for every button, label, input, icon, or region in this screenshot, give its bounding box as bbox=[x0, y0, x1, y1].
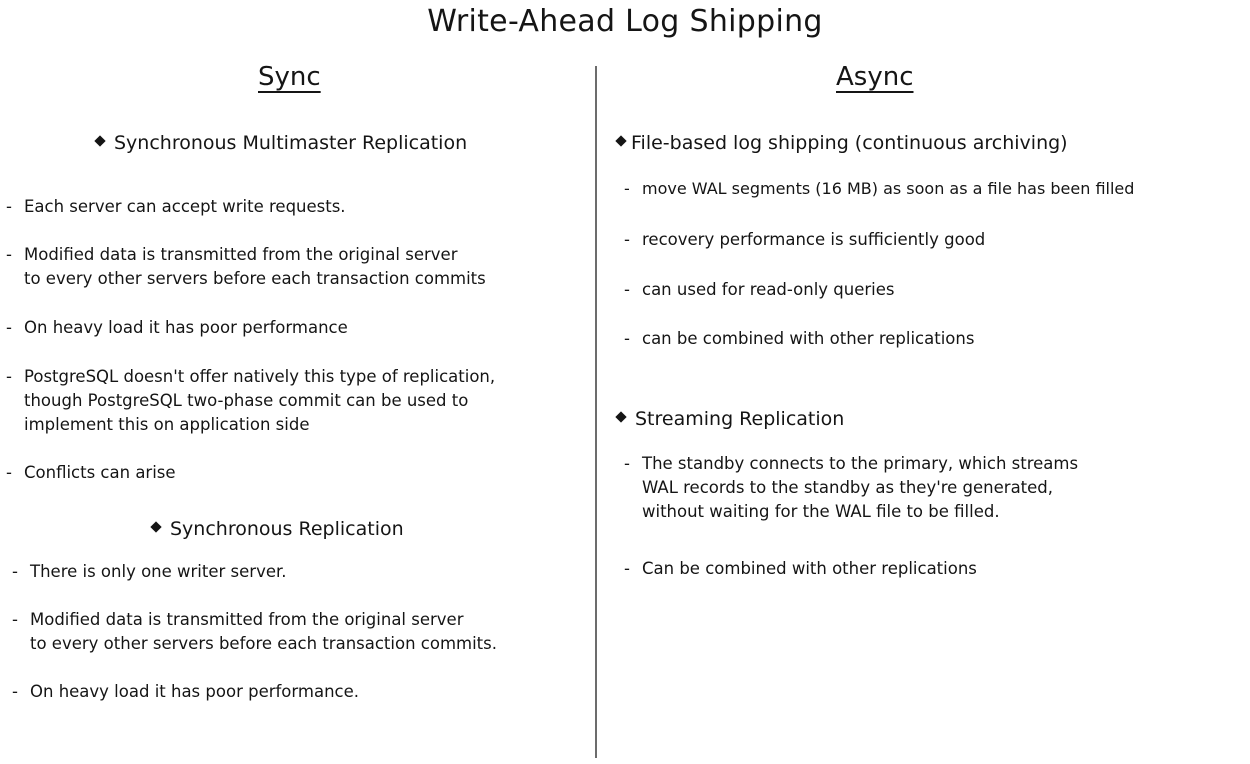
list-item: - On heavy load it has poor performance bbox=[6, 318, 348, 337]
list-item: - Can be combined with other replications bbox=[624, 559, 977, 578]
list-item: - Modified data is transmitted from the original server to every other servers before each transaction commits bbox=[6, 245, 486, 288]
column-divider bbox=[595, 66, 597, 758]
section-sync-multimaster bbox=[96, 132, 467, 154]
section-title: File-based log shipping (continuous archiving) bbox=[631, 132, 1068, 154]
list-item: - can used for read-only queries bbox=[624, 280, 895, 299]
list-item: - can be combined with other replications bbox=[624, 329, 975, 348]
list-item: - Conflicts can arise bbox=[6, 463, 176, 482]
list-item: - The standby connects to the primary, which streams WAL records to the standby as they're generated, without waiting for the WAL file to be filled. bbox=[624, 454, 1079, 521]
diamond-bullet-icon bbox=[615, 135, 626, 146]
section-title: Synchronous Multimaster Replication bbox=[114, 132, 468, 154]
async-heading: Async bbox=[836, 62, 914, 92]
list-item: - On heavy load it has poor performance. bbox=[12, 682, 360, 701]
diamond-bullet-icon bbox=[94, 135, 105, 146]
sync-heading: Sync bbox=[258, 62, 321, 92]
section-streaming-replication bbox=[617, 408, 844, 430]
list-item: - PostgreSQL doesn't offer natively this type of replication, though PostgreSQL two-phase commit can be used to implement this on application side bbox=[6, 367, 496, 434]
list-item: - recovery performance is sufficiently good bbox=[624, 230, 986, 249]
section-file-based-log-shipping bbox=[617, 132, 1068, 154]
list-item: - Modified data is transmitted from the original server to every other servers before each transaction commits. bbox=[12, 610, 497, 653]
section-title: Synchronous Replication bbox=[170, 518, 404, 540]
list-item: - Each server can accept write requests. bbox=[6, 197, 346, 216]
section-title: Streaming Replication bbox=[635, 408, 845, 430]
section-sync-replication bbox=[152, 518, 404, 540]
diamond-bullet-icon bbox=[150, 521, 161, 532]
diamond-bullet-icon bbox=[615, 411, 626, 422]
list-item: - move WAL segments (16 MB) as soon as a file has been filled bbox=[624, 179, 1135, 198]
list-item: - There is only one writer server. bbox=[12, 562, 287, 581]
page-title: Write-Ahead Log Shipping bbox=[427, 4, 823, 39]
